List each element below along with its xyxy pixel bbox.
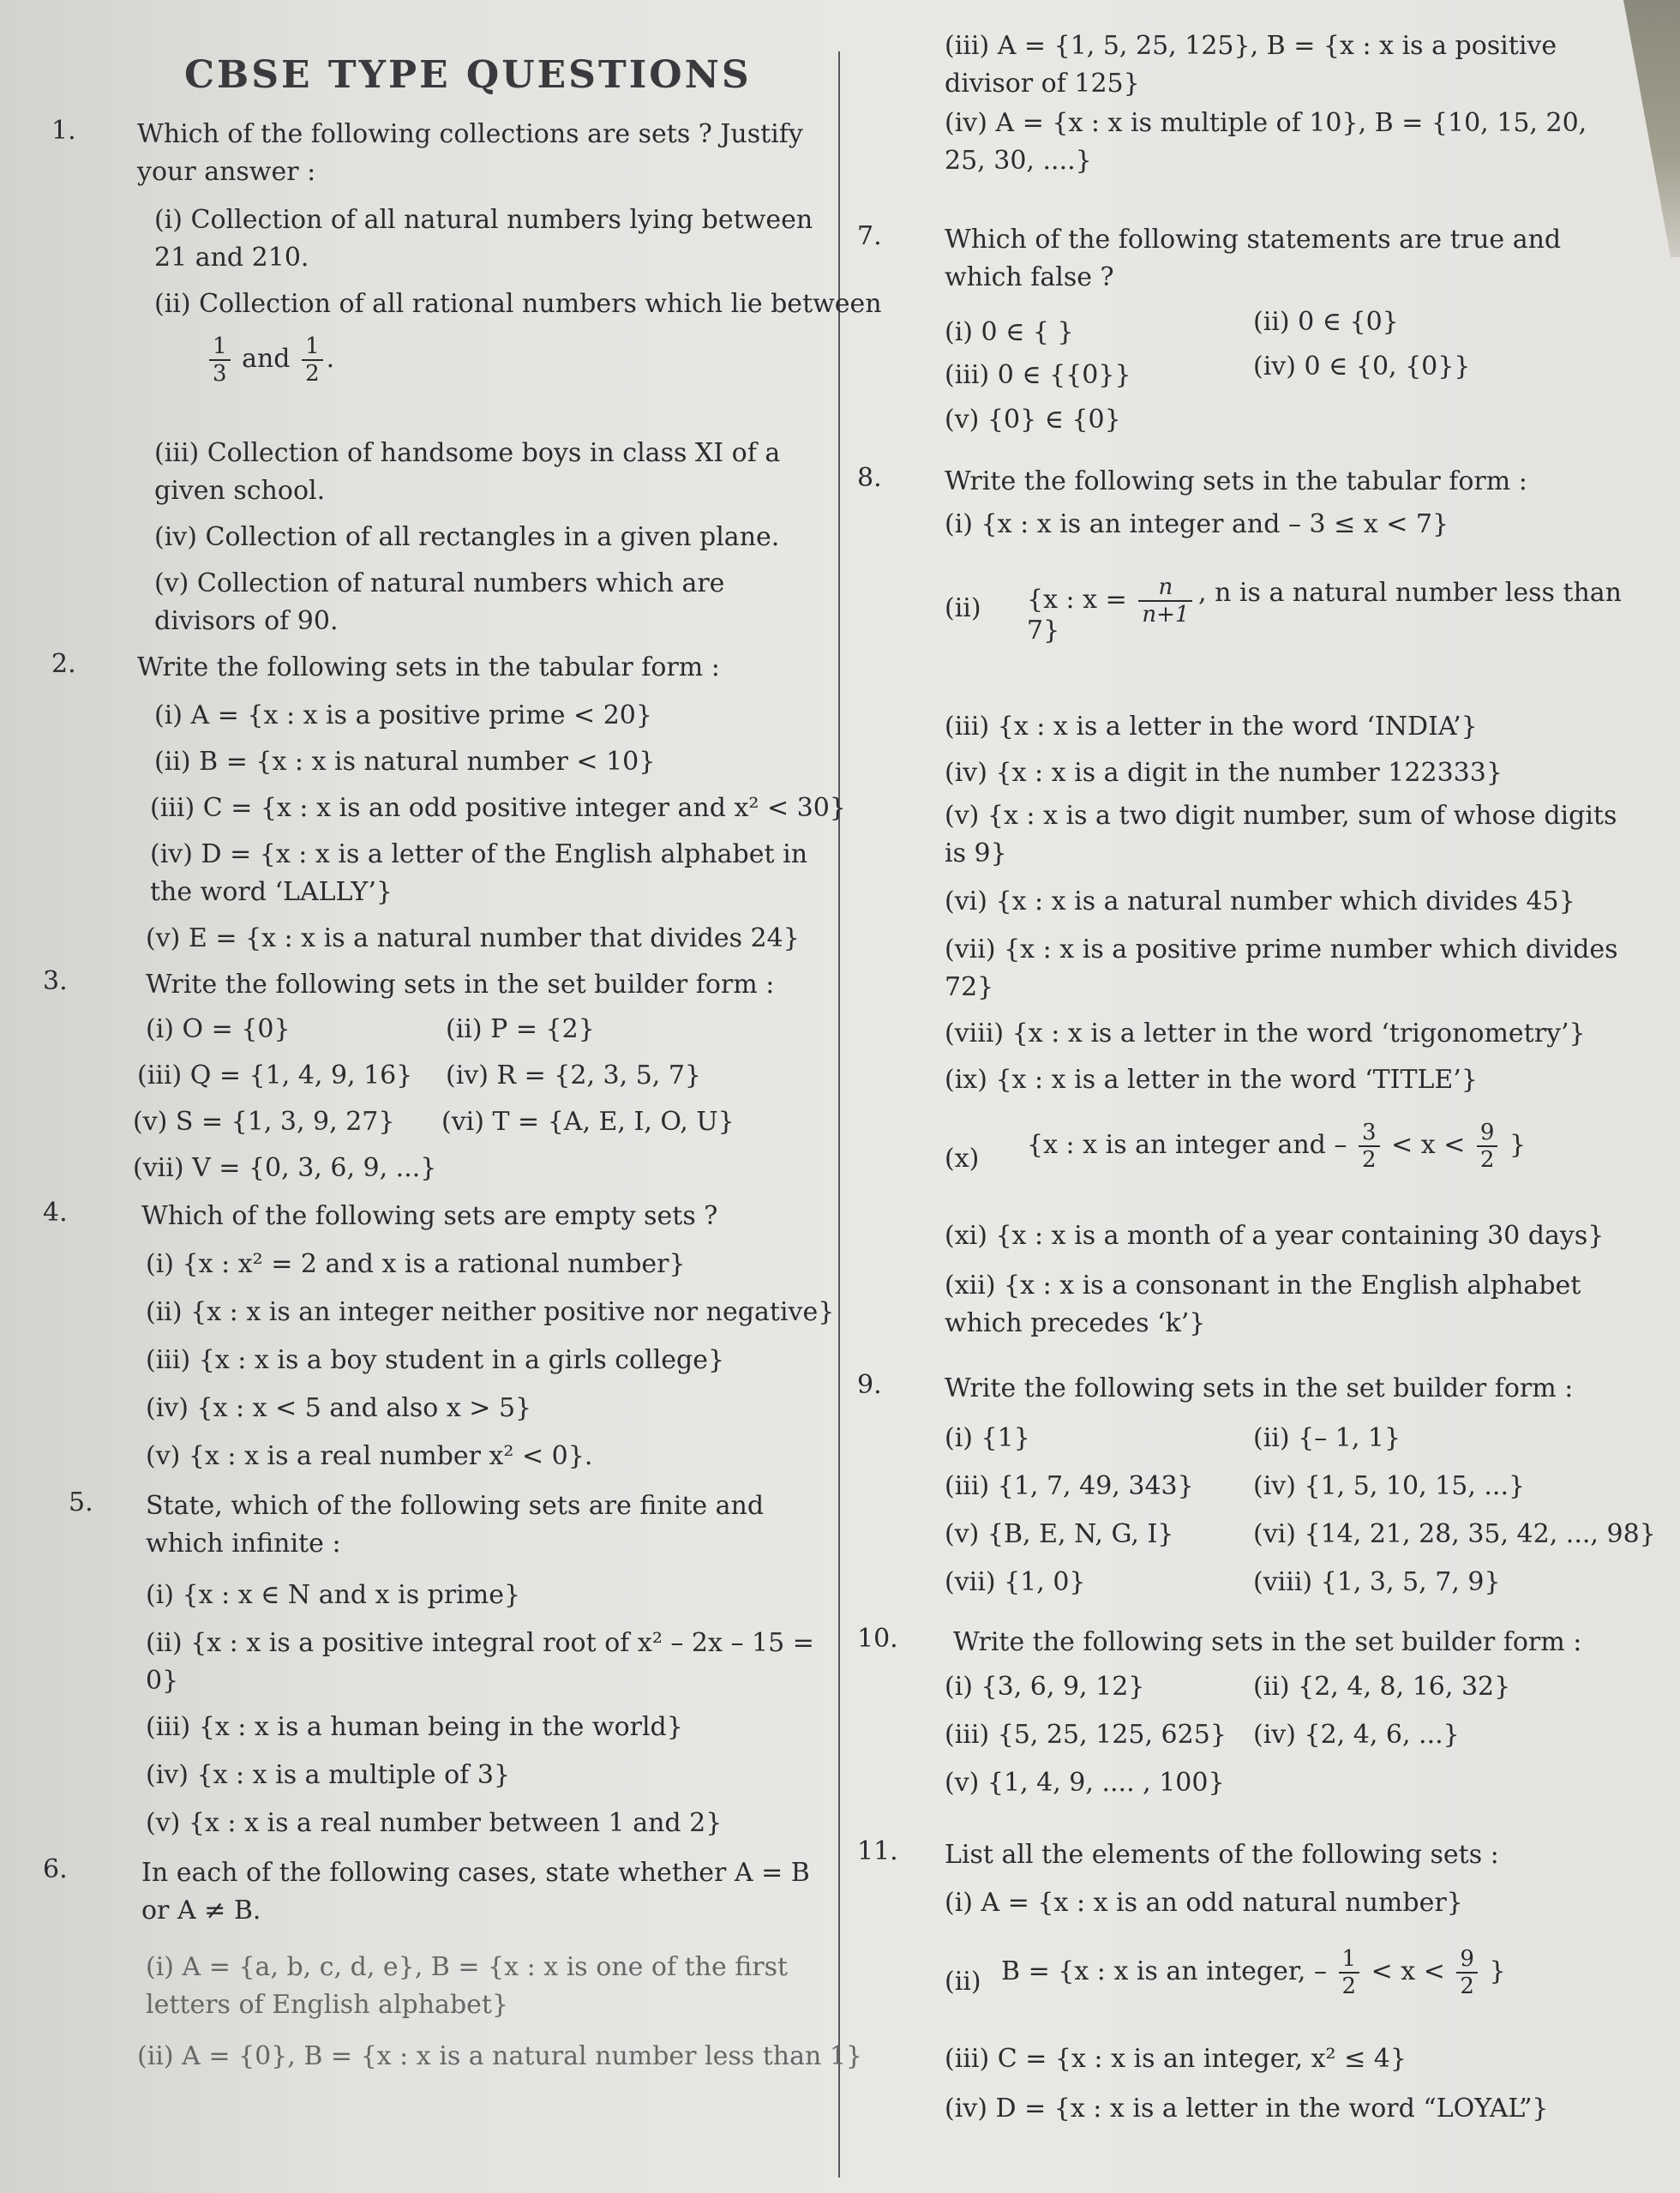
option-item: (viii) {x : x is a letter in the word ‘trigonometry’} [945,1018,1586,1048]
option-item: (iii) Q = {1, 4, 9, 16} [137,1060,413,1090]
expr-part: < x < [1371,1956,1445,1986]
option-item: (ii) A = {0}, B = {x : x is a natural number less than 1} [137,2041,863,2071]
fraction-one-half: $\frac{1}{2}$ [302,333,323,387]
expr-part: B = {x : x is an integer, – [1001,1956,1327,1986]
fraction-range: $\frac{1}{3}$ and $\frac{1}{2}$ . [206,333,334,387]
option-item: (i) {x : x ∈ N and x is prime} [146,1580,521,1610]
question-text: Write the following sets in the tabular form : [137,652,720,682]
question-number: 8. [857,463,882,493]
option-item: (v) Collection of natural numbers which are divisors of 90. [154,568,725,636]
option-item: (vii) {x : x is a positive prime number which divides 72} [945,934,1618,1002]
expr-part: {x : x = [1027,585,1127,615]
expr-part: } [1509,1130,1527,1160]
option-item [1001,1946,1506,1999]
option-item: (vii) V = {0, 3, 6, 9, ...} [133,1153,437,1183]
question-text: Which of the following statements are true and which false ? [945,225,1562,292]
fraction-three-halves: $\frac{3}{2}$ [1359,1120,1380,1173]
expr-part: } [1489,1956,1506,1986]
option-item: (i) 0 ∈ { } [945,317,1074,347]
option-item [1027,1120,1526,1173]
option-item-label: (x) [945,1144,980,1174]
option-item: (iv) {2, 4, 6, ...} [1253,1720,1460,1750]
option-item: (vi) {14, 21, 28, 35, 42, ..., 98} [1253,1519,1656,1549]
option-item: (iv) 0 ∈ {0, {0}} [1253,351,1471,382]
question-text: Which of the following collections are sets ? Justify your answer : [137,119,803,187]
option-continuation: , n is a natural number less than 7} [1027,578,1623,646]
fraction-one-third: $\frac{1}{3}$ [209,333,231,387]
option-item-label: (ii) [945,593,981,623]
option-item: (iv) {x : x is a multiple of 3} [146,1760,511,1790]
option-item: (xi) {x : x is a month of a year containing 30 days} [945,1221,1605,1251]
option-item: (iv) D = {x : x is a letter of the English alphabet in the word ‘LALLY’} [150,839,808,907]
option-item: (i) Collection of all natural numbers lying between 21 and 210. [154,205,813,273]
option-item: (ii) {2, 4, 8, 16, 32} [1253,1672,1511,1702]
option-item: (i) A = {x : x is an odd natural number} [945,1888,1463,1918]
expr-part: {x : x is an integer and – [1027,1130,1347,1160]
question-text: Write the following sets in the set builder form : [146,970,775,1000]
question-number: 6. [43,1854,68,1884]
option-item: (ii) {– 1, 1} [1253,1423,1401,1453]
expr-part: < x < [1391,1130,1466,1160]
option-item: (viii) {1, 3, 5, 7, 9} [1253,1567,1501,1597]
fraction-n-over-n-plus-1: $\frac{n}{n+1}$ [1138,574,1192,628]
option-item: (iii) 0 ∈ {{0}} [945,360,1131,390]
question-number: 3. [43,966,68,996]
option-item: (vii) {1, 0} [945,1567,1086,1597]
option-item: (i) {x : x is an integer and – 3 ≤ x < 7} [945,509,1449,539]
question-number: 7. [857,221,882,251]
option-item: (iv) {x : x is a digit in the number 122333} [945,758,1503,788]
option-item: (v) {1, 4, 9, .... , 100} [945,1768,1225,1798]
option-item: (v) S = {1, 3, 9, 27} [133,1107,395,1137]
question-number: 9. [857,1370,882,1400]
question-text: List all the elements of the following sets : [945,1840,1499,1870]
option-item: (v) {0} ∈ {0} [945,405,1121,435]
option-item: (i) {1} [945,1423,1030,1453]
option-item: (iii) {x : x is a human being in the world} [146,1712,683,1742]
option-item: (ix) {x : x is a letter in the word ‘TITLE’} [945,1065,1478,1095]
page-heading: CBSE TYPE QUESTIONS [184,53,752,97]
question-text: In each of the following cases, state whether A = B or A ≠ B. [141,1858,810,1926]
option-item: (i) O = {0} [146,1014,291,1044]
question-number: 10. [857,1624,898,1654]
option-item: (iii) Collection of handsome boys in class XI of a given school. [154,438,781,506]
option-item: (ii) {x : x is a positive integral root of x² – 2x – 15 = 0} [146,1628,814,1696]
option-item: (v) {x : x is a two digit number, sum of whose digits is 9} [945,801,1617,868]
option-item: (i) {3, 6, 9, 12} [945,1672,1145,1702]
option-item: (iii) {5, 25, 125, 625} [945,1720,1227,1750]
question-text: Write the following sets in the set builder form : [953,1627,1582,1657]
option-item: (v) {x : x is a real number between 1 and 2} [146,1808,723,1838]
question-text: State, which of the following sets are finite and which infinite : [146,1491,765,1559]
option-item: (v) {x : x is a real number x² < 0}. [146,1441,593,1471]
option-item: (iii) C = {x : x is an integer, x² ≤ 4} [945,2044,1407,2074]
option-item: (v) {B, E, N, G, I} [945,1519,1174,1549]
option-item: (i) {x : x² = 2 and x is a rational number} [146,1249,686,1279]
option-item: (iii) A = {1, 5, 25, 125}, B = {x : x is a positive divisor of 125} [945,31,1557,99]
fraction-nine-halves: $\frac{9}{2}$ [1456,1946,1478,1999]
option-item: (ii) Collection of all rational numbers which lie between [154,289,882,319]
question-number: 2. [51,649,76,679]
option-item: (vi) T = {A, E, I, O, U} [441,1107,735,1137]
question-text: Which of the following sets are empty sets ? [141,1201,718,1231]
option-item: (xii) {x : x is a consonant in the English alphabet which precedes ‘k’} [945,1271,1581,1338]
option-item: (ii) P = {2} [446,1014,595,1044]
option-item: (iv) {1, 5, 10, 15, ...} [1253,1471,1526,1501]
question-number: 1. [51,116,76,146]
option-item: (iii) C = {x : x is an odd positive integer and x² < 30} [150,793,846,823]
question-text: Write the following sets in the set builder form : [945,1373,1574,1403]
option-item: (vi) {x : x is a natural number which divides 45} [945,886,1575,916]
option-item: (ii) B = {x : x is natural number < 10} [154,747,656,777]
option-item: (iv) {x : x < 5 and also x > 5} [146,1393,532,1423]
option-item: (v) E = {x : x is a natural number that divides 24} [146,923,800,953]
question-number: 5. [69,1487,93,1517]
option-item: (iii) {1, 7, 49, 343} [945,1471,1194,1501]
and-text: and [242,344,291,374]
option-item: (ii) 0 ∈ {0} [1253,307,1399,337]
question-number: 4. [43,1198,68,1228]
question-text: Write the following sets in the tabular form : [945,466,1527,496]
option-item: (iv) D = {x : x is a letter in the word “LOYAL”} [945,2094,1549,2124]
option-item: (iv) R = {2, 3, 5, 7} [446,1060,702,1090]
question-number: 11. [857,1836,898,1866]
option-item: (i) A = {x : x is a positive prime < 20} [154,700,652,730]
option-item-label: (ii) [945,1967,981,1997]
option-item: (i) A = {a, b, c, d, e}, B = {x : x is one of the first letters of English alphabet} [146,1952,789,2020]
option-item: (ii) {x : x is an integer neither positive nor negative} [146,1297,835,1327]
fraction-nine-halves: $\frac{9}{2}$ [1477,1120,1498,1173]
option-item: (iii) {x : x is a boy student in a girls college} [146,1345,725,1375]
option-item: (iii) {x : x is a letter in the word ‘INDIA’} [945,712,1478,742]
option-item: (iv) Collection of all rectangles in a given plane. [154,522,780,552]
fraction-one-half: $\frac{1}{2}$ [1339,1946,1360,1999]
option-item: (iv) A = {x : x is multiple of 10}, B = {10, 15, 20, 25, 30, ....} [945,108,1587,176]
